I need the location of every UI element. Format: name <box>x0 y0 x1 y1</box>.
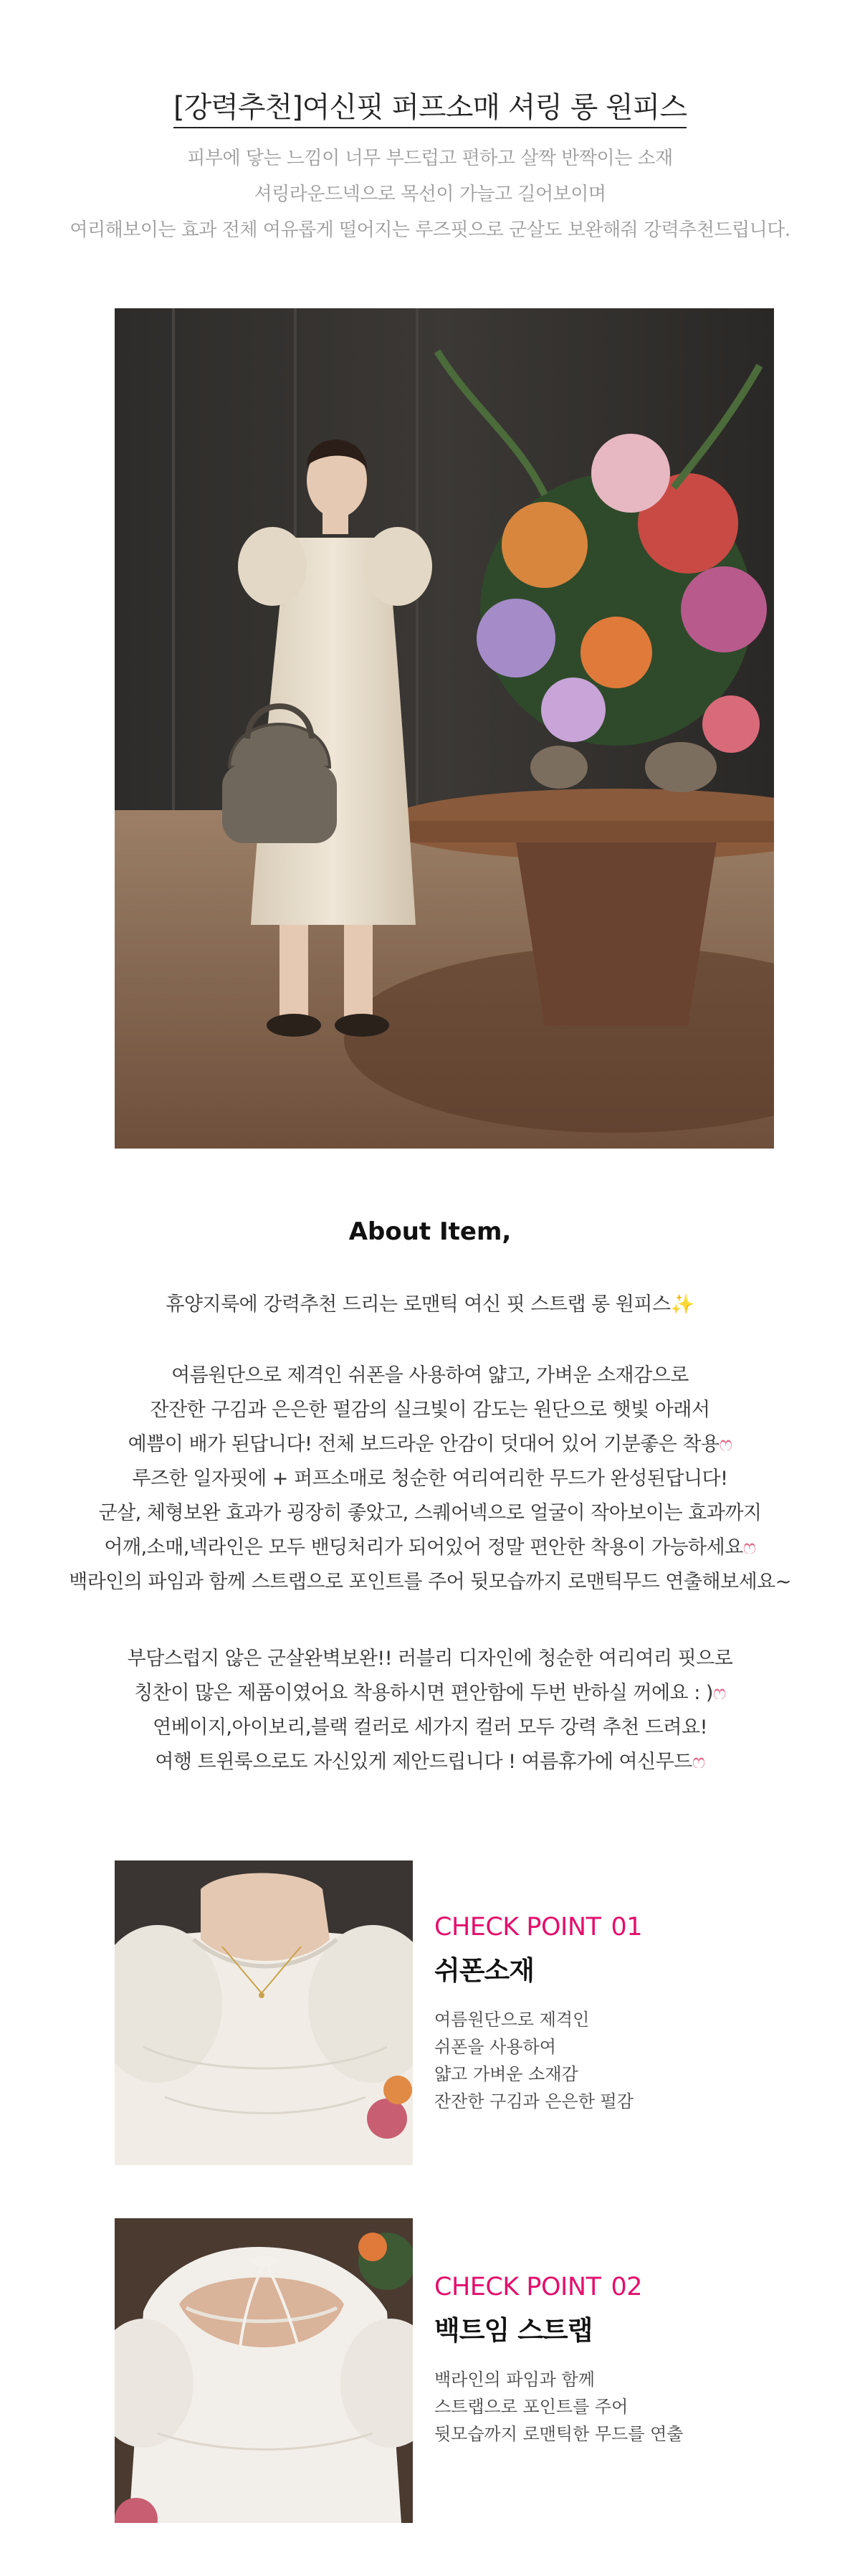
paragraph-line-text: 부담스럽지 않은 군살완벽보완!! 러블리 디자인에 청순한 여리여리 핏으로 <box>127 1648 733 1670</box>
checkpoint-1-illustration <box>115 1860 413 2165</box>
product-title-text: [강력추천]여신핏 퍼프소매 셔링 롱 원피스 <box>173 91 687 128</box>
paragraph-line <box>0 1711 860 1745</box>
heart-icon: ෆ <box>742 1536 756 1559</box>
checkpoint-2-line: 뒷모습까지 로맨틱한 무드를 연출 <box>434 2424 684 2444</box>
main-photo-illustration <box>115 308 774 1149</box>
main-product-photo <box>115 308 774 1149</box>
paragraph-line <box>0 1676 860 1711</box>
checkpoint-2-description <box>434 2366 807 2448</box>
checkpoint-2-label-text: CHECK POINT <box>434 2273 601 2301</box>
checkpoint-2-line: 백라인의 파임과 함께 <box>434 2370 595 2390</box>
sparkle-icon: ✨ <box>670 1293 694 1316</box>
checkpoint-1-line: 잔잔한 구김과 은은한 펄감 <box>434 2091 634 2111</box>
header-line-3: 여리해보이는 효과 전체 여유롭게 떨어지는 루즈핏으로 군살도 보완해줘 강력추천드립니다. <box>70 219 790 241</box>
paragraph-line-text: 군살, 체형보완 효과가 굉장히 좋았고, 스퀘어넥으로 얼굴이 작아보이는 효과까지 <box>98 1502 762 1524</box>
about-heading: About Item, <box>348 1217 512 1246</box>
header-line-2: 셔링라운드넥으로 목선이 가늘고 길어보이며 <box>254 184 606 205</box>
checkpoint-2-line: 스트랩으로 포인트를 주어 <box>434 2397 629 2417</box>
checkpoint-1-number: 01 <box>611 1913 642 1941</box>
checkpoint-1-photo <box>115 1860 413 2165</box>
about-intro-line <box>0 1288 860 1322</box>
paragraph-line <box>0 1745 860 1779</box>
paragraph-line <box>0 1531 860 1565</box>
checkpoint-1-description <box>434 2006 807 2115</box>
about-intro-text: 휴양지룩에 강력추천 드리는 로맨틱 여신 핏 스트랩 롱 원피스 <box>166 1293 671 1316</box>
about-intro <box>0 1288 860 1322</box>
about-paragraph-2 <box>0 1642 860 1779</box>
checkpoint-1 <box>434 1913 807 2115</box>
paragraph-line-text: 여름원단으로 제격인 쉬폰을 사용하여 얇고, 가벼운 소재감으로 <box>171 1364 689 1387</box>
checkpoint-1-line: 얇고 가벼운 소재감 <box>434 2064 578 2084</box>
checkpoint-2-number: 02 <box>611 2273 642 2301</box>
header-line-1: 피부에 닿는 느낌이 너무 부드럽고 편하고 살짝 반짝이는 소재 <box>187 148 673 169</box>
paragraph-line-text: 예쁨이 배가 된답니다! 전체 보드라운 안감이 덧대어 있어 기분좋은 착용 <box>128 1433 720 1455</box>
heart-icon: ෆ <box>692 1751 705 1773</box>
paragraph-line <box>0 1565 860 1600</box>
paragraph-line-text: 여행 트윈룩으로도 자신있게 제안드립니다 ! 여름휴가에 여신무드 <box>155 1751 692 1773</box>
checkpoint-1-heading: 쉬폰소재 <box>434 1955 534 1986</box>
paragraph-line-text: 루즈한 일자핏에 + 퍼프소매로 청순한 여리여리한 무드가 완성된답니다! <box>132 1468 728 1490</box>
paragraph-line <box>0 1462 860 1496</box>
paragraph-line <box>0 1393 860 1427</box>
checkpoint-2 <box>434 2273 807 2448</box>
paragraph-line <box>0 1427 860 1462</box>
paragraph-line-text: 잔잔한 구김과 은은한 펄감의 실크빛이 감도는 원단으로 햇빛 아래서 <box>150 1399 710 1421</box>
paragraph-line-text: 어깨,소매,넥라인은 모두 밴딩처리가 되어있어 정말 편안한 착용이 가능하세요 <box>104 1536 743 1559</box>
checkpoint-2-heading: 백트임 스트랩 <box>434 2315 593 2346</box>
product-title <box>0 85 860 125</box>
checkpoint-1-label <box>434 1913 807 1941</box>
paragraph-line <box>0 1496 860 1531</box>
checkpoint-2-photo <box>115 2218 413 2523</box>
heart-icon: ෆ <box>719 1433 732 1455</box>
paragraph-line-text: 연베이지,아이보리,블랙 컬러로 세가지 컬러 모두 강력 추천 드려요! <box>153 1716 707 1739</box>
heart-icon: ෆ <box>712 1682 726 1704</box>
checkpoint-2-illustration <box>115 2218 413 2523</box>
paragraph-line-text: 백라인의 파임과 함께 스트랩으로 포인트를 주어 뒷모습까지 로맨틱무드 연출해보세요~ <box>69 1571 791 1593</box>
paragraph-line-text: 칭찬이 많은 제품이였어요 착용하시면 편안함에 두번 반하실 꺼에요 : ) <box>134 1682 713 1704</box>
checkpoint-1-line: 여름원단으로 제격인 <box>434 2010 590 2030</box>
checkpoint-1-label-text: CHECK POINT <box>434 1913 601 1941</box>
about-paragraph-1 <box>0 1359 860 1600</box>
checkpoint-1-line: 쉬폰을 사용하여 <box>434 2037 556 2057</box>
checkpoint-2-label <box>434 2273 807 2301</box>
paragraph-line <box>0 1642 860 1676</box>
paragraph-line <box>0 1359 860 1393</box>
